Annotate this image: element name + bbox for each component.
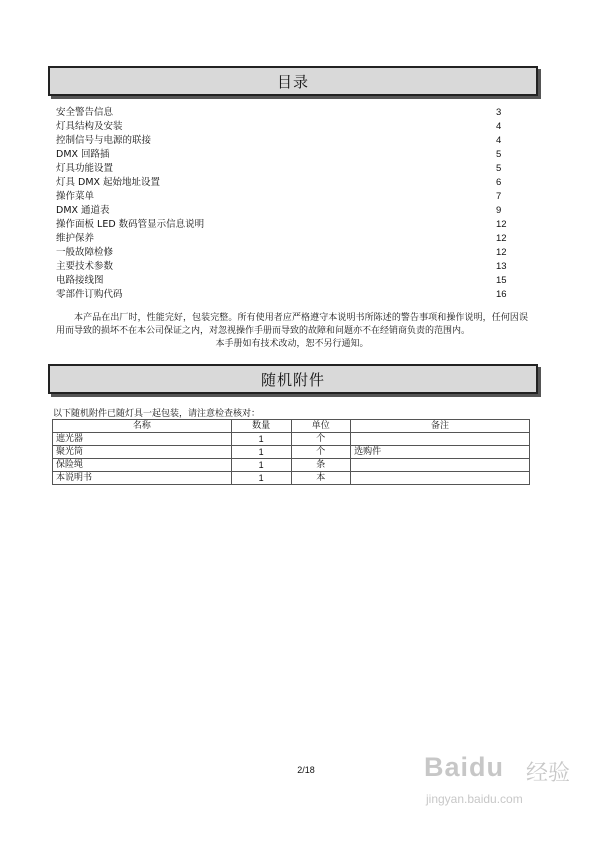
toc-item: [56, 148, 512, 162]
toc-item: [56, 176, 512, 190]
cell-name: 遮光器: [53, 433, 232, 446]
cell-unit: 本: [291, 472, 351, 485]
toc-header: [48, 66, 538, 96]
toc-item: [56, 274, 512, 288]
toc-item-label: 操作面板 LED 数码管显示信息说明: [56, 219, 205, 230]
toc-item-label: 维护保养: [56, 233, 95, 244]
toc-item-page: 9: [496, 205, 502, 216]
toc-item: [56, 246, 512, 260]
toc-item-label: 安全警告信息: [56, 107, 114, 118]
accessories-header: [48, 364, 538, 394]
cell-note: [351, 433, 530, 446]
toc-item-page: 12: [496, 247, 507, 258]
cell-name: 本说明书: [53, 472, 232, 485]
toc-item: [56, 232, 512, 246]
table-row: [53, 472, 530, 485]
table-row: [53, 433, 530, 446]
cell-note: [351, 459, 530, 472]
cell-qty: 1: [231, 472, 291, 485]
toc-item-page: 7: [496, 191, 502, 202]
toc-item: [56, 204, 512, 218]
notice-line: 本手册如有技术改动，恕不另行通知。: [215, 339, 369, 349]
watermark-url: jingyan.baidu.com: [426, 792, 523, 806]
page-number: 2/18: [297, 765, 315, 775]
toc-item-page: 3: [496, 107, 502, 118]
toc-item-label: 电路接线图: [56, 275, 104, 286]
toc-item: [56, 288, 512, 302]
table-row: [53, 459, 530, 472]
cell-unit: 条: [291, 459, 351, 472]
cell-qty: 1: [231, 459, 291, 472]
col-header-unit: 单位: [291, 420, 351, 433]
cell-name: 保险绳: [53, 459, 232, 472]
col-header-qty: 数量: [231, 420, 291, 433]
watermark: [416, 752, 586, 814]
cell-unit: 个: [291, 446, 351, 459]
cell-qty: 1: [231, 446, 291, 459]
toc-item-label: 主要技术参数: [56, 261, 114, 272]
cell-unit: 个: [291, 433, 351, 446]
cell-note: [351, 472, 530, 485]
toc-item-page: 12: [496, 233, 507, 244]
toc-item-page: 5: [496, 149, 502, 160]
accessories-table: [52, 419, 530, 485]
toc-item: [56, 190, 512, 204]
toc-item-label: 灯具结构及安装: [56, 121, 123, 132]
toc-list: [56, 106, 512, 302]
table-header-row: [53, 420, 530, 433]
toc-item-page: 4: [496, 121, 502, 132]
col-header-name: 名称: [53, 420, 232, 433]
table-row: [53, 446, 530, 459]
watermark-cn: 经验: [526, 761, 571, 786]
toc-item-page: 12: [496, 219, 507, 230]
toc-item: [56, 260, 512, 274]
col-header-note: 备注: [351, 420, 530, 433]
toc-item-page: 16: [496, 289, 507, 300]
toc-item: [56, 134, 512, 148]
toc-item-label: 零部件订购代码: [56, 289, 123, 300]
accessories-intro: 以下随机附件已随灯具一起包装，请注意检查核对：: [53, 409, 261, 419]
toc-item-label: 一般故障检修: [56, 247, 114, 258]
toc-item-page: 6: [496, 177, 502, 188]
toc-item-page: 13: [496, 261, 507, 272]
toc-item-label: 灯具 DMX 起始地址设置: [56, 177, 161, 188]
notice: [56, 312, 528, 351]
toc-item-label: DMX 通道表: [56, 205, 110, 216]
cell-qty: 1: [231, 433, 291, 446]
toc-item-label: 控制信号与电源的联接: [56, 135, 152, 146]
cell-note: 选购件: [351, 446, 530, 459]
toc-item-label: 操作菜单: [56, 191, 95, 202]
cell-name: 聚光筒: [53, 446, 232, 459]
toc-item-page: 4: [496, 135, 502, 146]
toc-item: [56, 106, 512, 120]
toc-item: [56, 120, 512, 134]
toc-item-label: 灯具功能设置: [56, 163, 114, 174]
toc-item-page: 5: [496, 163, 502, 174]
toc-item-label: DMX 回路插: [56, 149, 110, 160]
toc-item: [56, 162, 512, 176]
accessories-title: 随机附件: [260, 370, 325, 389]
notice-paragraph: 本产品在出厂时，性能完好，包装完整。所有使用者应严格遵守本说明书所陈述的警告事项和操作说明，任何因误用而导致的损坏不在本公司保证之内，对忽视操作手册而导致的故障和问题亦不在经销商负责的范围内。: [56, 313, 528, 336]
toc-item: [56, 218, 512, 232]
toc-title: 目录: [276, 72, 309, 91]
toc-item-page: 15: [496, 275, 507, 286]
watermark-logo: Baidu: [424, 752, 505, 782]
